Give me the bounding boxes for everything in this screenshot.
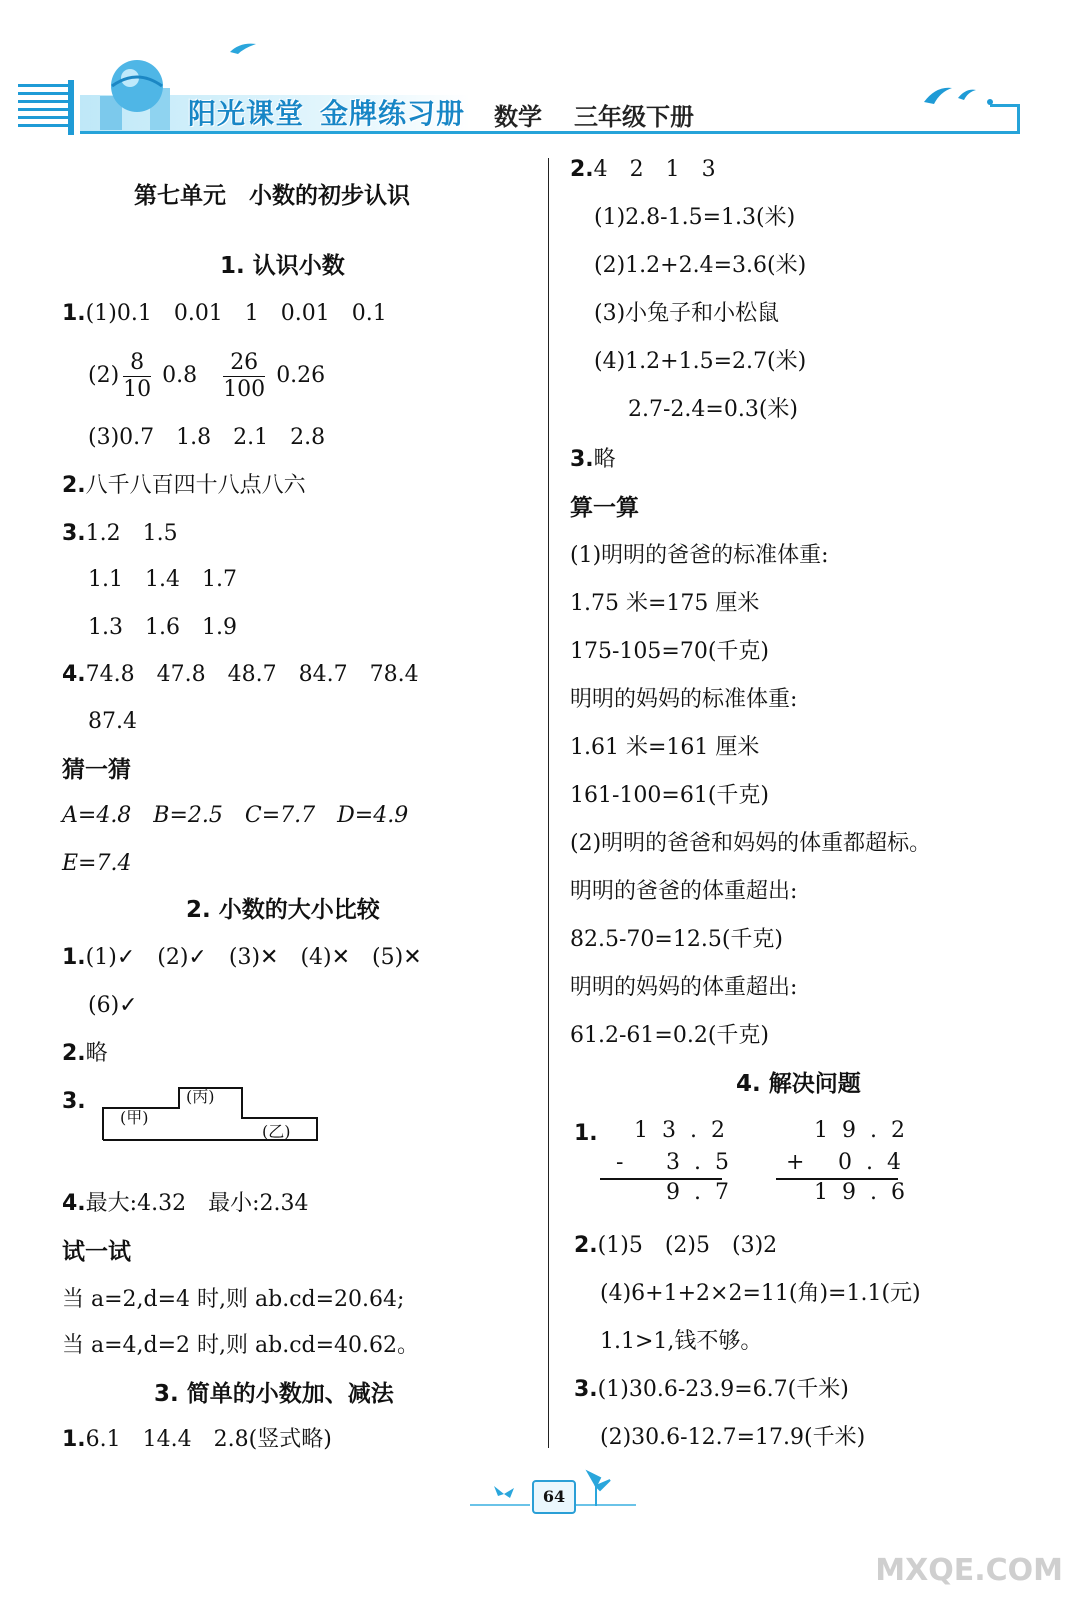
answer-line: (4)6+1+2×2=11(角)=1.1(元): [600, 1281, 921, 1306]
vertical-operator: +: [786, 1150, 819, 1175]
unit-title: 第七单元 小数的初步认识: [134, 183, 410, 209]
answer-line: 1.(1)✓ (2)✓ (3)✕ (4)✕ (5)✕: [62, 945, 422, 970]
answer-line: 1.1>1,钱不够。: [600, 1329, 763, 1354]
subsection-title: 试一试: [62, 1239, 131, 1265]
answer-number: 3.: [62, 1089, 86, 1114]
vertical-top: 19.2: [814, 1118, 919, 1143]
section-title: 1. 认识小数: [220, 253, 345, 279]
fraction: $\frac{26}{100}$: [223, 349, 266, 402]
column-divider: [548, 158, 549, 1448]
answer-line: 2.略: [62, 1041, 108, 1066]
pinwheel-icon: [484, 1484, 524, 1504]
header-stripe: [18, 124, 70, 127]
answer-line: (1)明明的爸爸的标准体重:: [570, 543, 829, 568]
answer-line: 2.4 2 1 3: [570, 157, 716, 182]
answer-line: 3.(1)30.6-23.9=6.7(千米): [574, 1377, 849, 1402]
header-stripe: [18, 84, 70, 87]
diagram-label-jia: (甲): [120, 1108, 149, 1127]
answer-line: 1.3 1.6 1.9: [88, 615, 237, 640]
globe-logo-icon: [92, 48, 182, 134]
watermark: MXQE.COM: [875, 1553, 1063, 1588]
header-stripe: [18, 116, 70, 119]
answer-line: 87.4: [88, 709, 137, 734]
page-number: 64: [532, 1480, 576, 1514]
page-number-rule: [470, 1504, 530, 1506]
vertical-result: 19.6: [814, 1180, 919, 1205]
header-bar: [68, 80, 74, 135]
header-rule-end: [990, 104, 1020, 107]
answer-line: (1)2.8-1.5=1.3(米): [594, 205, 796, 230]
pinwheel-icon: [580, 1468, 614, 1508]
answer-line: 2.7-2.4=0.3(米): [628, 397, 798, 422]
vertical-middle: 3.5: [666, 1150, 743, 1175]
vertical-middle: 0.4: [838, 1150, 915, 1175]
bird-icon: [228, 40, 258, 56]
answer-line: 2.八千八百四十八点八六: [62, 473, 306, 498]
answer-line: (2) $\frac{8}{10}$ 0.8 $\frac{26}{100}$ 0.26: [88, 349, 326, 402]
answer-line: 3.略: [570, 447, 616, 472]
answer-line: 82.5-70=12.5(千克): [570, 927, 783, 952]
section-title: 4. 解决问题: [736, 1071, 861, 1097]
answer-line: 1.(1)0.1 0.01 1 0.01 0.1: [62, 301, 387, 326]
header-rule-end: [1017, 104, 1020, 134]
answer-line: 1.6.1 14.4 2.8(竖式略): [62, 1427, 332, 1452]
subsection-title: 算一算: [570, 495, 639, 521]
section-title: 2. 小数的大小比较: [186, 897, 380, 923]
answer-line: (2)1.2+2.4=3.6(米): [594, 253, 807, 278]
answer-line: 1.1 1.4 1.7: [88, 567, 237, 592]
answer-line: 61.2-61=0.2(千克): [570, 1023, 769, 1048]
answer-line: 3.1.2 1.5: [62, 521, 178, 546]
answer-number: 1.: [574, 1121, 598, 1146]
answer-line: (6)✓: [88, 993, 138, 1018]
grade-label: 三年级下册: [574, 103, 694, 131]
series-title: 阳光课堂: [188, 97, 305, 130]
answer-line: 161-100=61(千克): [570, 783, 770, 808]
fraction: $\frac{8}{10}$: [123, 349, 152, 402]
answer-line: A=4.8 B=2.5 C=7.7 D=4.9: [62, 803, 409, 828]
answer-line: (4)1.2+1.5=2.7(米): [594, 349, 807, 374]
answer-line: 当 a=4,d=2 时,则 ab.cd=40.62。: [62, 1333, 420, 1358]
page-header: [0, 0, 1083, 150]
diagram-label-bing: (丙): [186, 1087, 215, 1106]
answer-line: (2)明明的爸爸和妈妈的体重都超标。: [570, 831, 932, 856]
answer-line: E=7.4: [62, 851, 132, 876]
header-stripe: [18, 100, 70, 103]
answer-line: (2)30.6-12.7=17.9(千米): [600, 1425, 866, 1450]
header-stripe: [18, 92, 70, 95]
answer-line: (3)小兔子和小松鼠: [594, 301, 780, 326]
vertical-result: 9.7: [666, 1180, 743, 1205]
section-title: 3. 简单的小数加、减法: [154, 1381, 394, 1407]
book-title: 金牌练习册: [320, 97, 466, 130]
answer-line: 175-105=70(千克): [570, 639, 770, 664]
answer-line: 明明的妈妈的体重超出:: [570, 975, 798, 1000]
answer-line: 2.(1)5 (2)5 (3)2: [574, 1233, 778, 1258]
header-stripe: [18, 108, 70, 111]
answer-line: (3)0.7 1.8 2.1 2.8: [88, 425, 326, 450]
subsection-title: 猜一猜: [62, 757, 131, 783]
vertical-top: 13.2: [634, 1118, 739, 1143]
diagram-label-yi: (乙): [262, 1122, 291, 1141]
answer-line: 明明的爸爸的体重超出:: [570, 879, 798, 904]
answer-line: 当 a=2,d=4 时,则 ab.cd=20.64;: [62, 1287, 405, 1312]
subject-label: 数学: [494, 103, 542, 131]
answer-line: 4.74.8 47.8 48.7 84.7 78.4: [62, 662, 419, 687]
answer-line: 1.75 米=175 厘米: [570, 591, 760, 616]
answer-line: 4.最大:4.32 最小:2.34: [62, 1191, 309, 1216]
header-rule: [80, 131, 1020, 134]
answer-line: 1.61 米=161 厘米: [570, 735, 760, 760]
vertical-operator: -: [616, 1150, 638, 1175]
answer-line: 明明的妈妈的标准体重:: [570, 687, 798, 712]
